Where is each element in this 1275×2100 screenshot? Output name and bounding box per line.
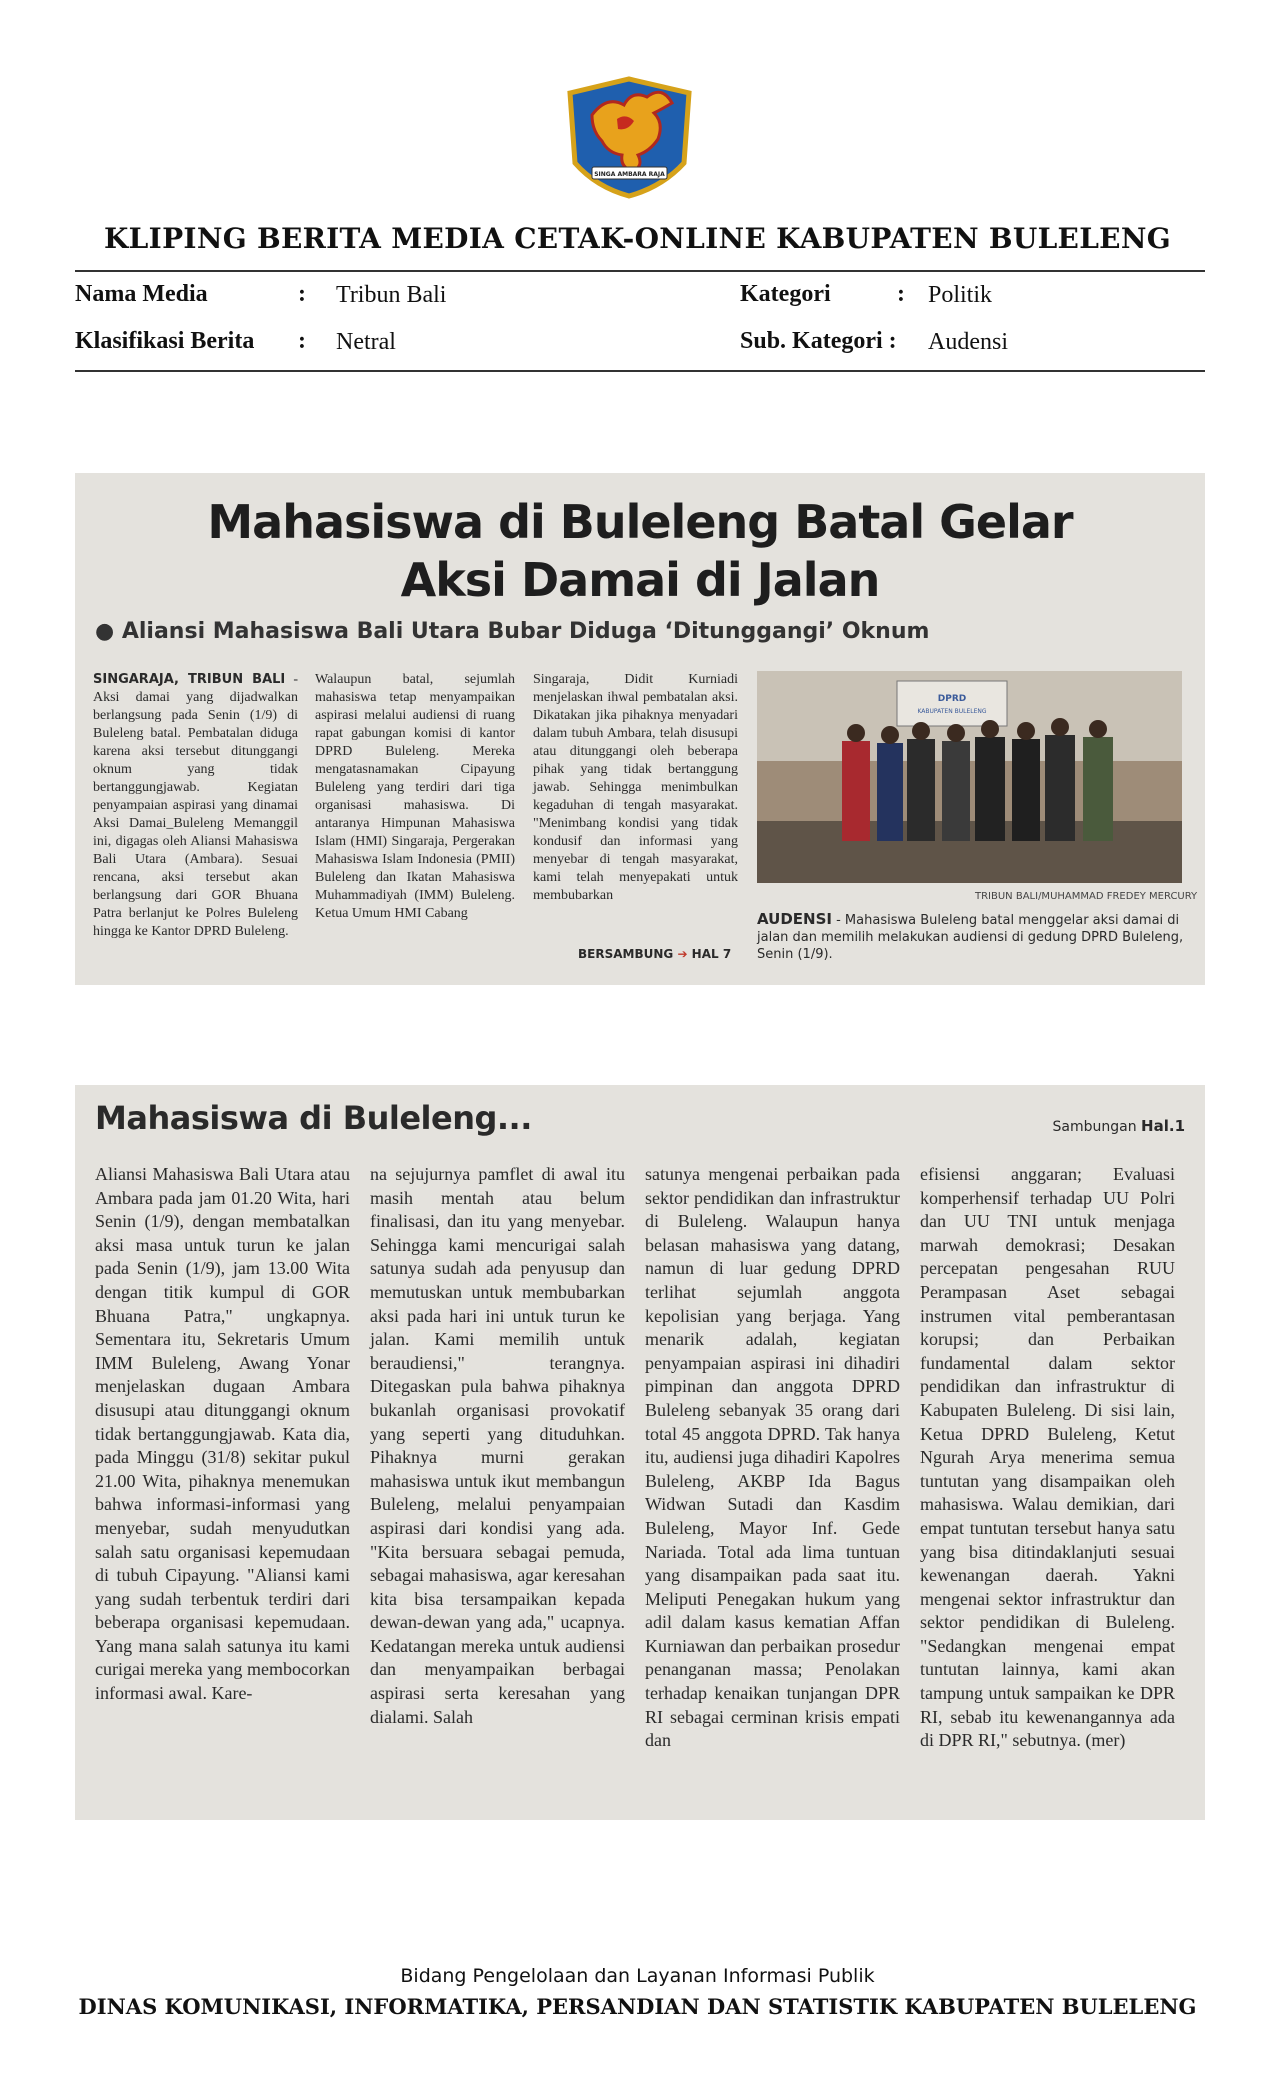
dateline: SINGARAJA, TRIBUN BALI <box>93 672 286 687</box>
media-colon: : <box>298 281 306 307</box>
header-rule-bottom <box>75 370 1205 372</box>
news-clipping-continuation <box>75 1085 1205 1820</box>
continuation-column-4: efisiensi anggaran; Evaluasi komperhensif terhadap UU Polri dan UU TNI untuk menjaga marwah demokrasi; Desakan percepatan pengesahan RUU Perampasan Aset sebagai instrumen vital pemberantasan korupsi; dan Perbaikan fundamental dalam sektor pendidikan dan infrastruktur di Kabupaten Buleleng. Di sisi lain, Ketua DPRD Buleleng, Ketut Ngurah Arya menerima semua tuntutan yang disampaikan oleh mahasiswa. Walau demikian, dari empat tuntutan tersebut hanya satu yang bisa ditindaklanjuti sesuai kewenangan daerah. Yakni mengenai sektor infrastruktur dan sektor pendidikan di Buleleng. "Sedangkan mengenai empat tuntutan lainnya, kami akan tampung untuk sampaikan ke DPR RI, sebab itu kewenangannya ada di DPR RI," sebutnya. (mer) <box>920 1164 1175 1751</box>
media-label: Nama Media <box>75 281 208 307</box>
footer-agency: DINAS KOMUNIKASI, INFORMATIKA, PERSANDIAN DAN STATISTIK KABUPATEN BULELENG <box>78 1994 1197 2019</box>
continued-arrow-icon: ➔ <box>677 947 692 961</box>
kabupaten-buleleng-logo <box>562 75 697 200</box>
sub-kategori-value: Audensi <box>928 329 1008 355</box>
article-column-3: Singaraja, Didit Kurniadi menjelaskan ihwal pembatalan aksi. Dikatakan jika pihaknya menyadari dalam tubuh Ambara, telah disusupi atau ditunggangi oleh beberapa pihak yang tidak bertanggung jawab. Sehingga menimbulkan kegaduhan di tengah masyarakat. "Menimbang kondisi yang tidak kondusif dan informasi yang menyebar di tengah masyarakat, kami telah menyepakati untuk membubarkan <box>533 672 738 903</box>
logo-text: SINGA AMBARA RAJA <box>594 171 665 178</box>
photo-credit: TRIBUN BALI/MUHAMMAD FREDEY MERCURY <box>975 891 1198 902</box>
sub-kategori-label: Sub. Kategori : <box>740 328 897 354</box>
news-photo <box>757 671 1182 883</box>
continuation-reference <box>1053 1117 1185 1135</box>
headline-line-2: Aksi Damai di Jalan <box>400 553 880 607</box>
header-rule-top <box>75 270 1205 272</box>
kategori-value: Politik <box>928 282 993 308</box>
subheadline: ● Aliansi Mahasiswa Bali Utara Bubar Diduga ‘Ditunggangi’ Oknum <box>95 619 930 644</box>
news-clipping-front-page <box>75 473 1205 985</box>
caption-label: AUDENSI <box>757 910 832 928</box>
page-title: KLIPING BERITA MEDIA CETAK-ONLINE KABUPATEN BULELENG <box>104 222 1171 255</box>
media-value: Tribun Bali <box>336 282 447 308</box>
klasifikasi-label: Klasifikasi Berita <box>75 328 255 354</box>
kategori-label: Kategori <box>740 281 831 307</box>
klasifikasi-colon: : <box>298 328 306 354</box>
sambungan-page: Hal.1 <box>1141 1117 1185 1135</box>
photo-sign-2: KABUPATEN BULELENG <box>917 708 987 715</box>
sambungan-label: Sambungan <box>1052 1119 1137 1135</box>
kategori-colon: : <box>897 281 905 307</box>
klasifikasi-value: Netral <box>336 329 396 355</box>
photo-sign-1: DPRD <box>937 694 967 704</box>
continuation-column-3: satunya mengenai perbaikan pada sektor pendidikan dan infrastruktur di Buleleng. Walaupun hanya belasan mahasiswa yang datang, namun di luar gedung DPRD terlihat sejumlah anggota kepolisian yang berjaga. Yang menarik adalah, kegiatan penyampaian aspirasi ini dihadiri pimpinan dan anggota DPRD Buleleng sebanyak 35 orang dari total 45 anggota DPRD. Tak hanya itu, audiensi juga dihadiri Kapolres Buleleng, AKBP Ida Bagus Widwan Sutadi dan Kasdim Buleleng, Mayor Inf. Gede Nariada. Total ada lima tuntuan yang disampaikan pada saat itu. Meliputi Penegakan hukum yang adil dalam kasus kematian Affan Kurniawan dan perbaikan prosedur penanganan massa; Penolakan terhadap kenaikan tunjangan DPR RI sebagai cerminan krisis empati dan <box>645 1164 900 1751</box>
continuation-headline: Mahasiswa di Buleleng... <box>95 1099 532 1137</box>
column-1-text: - Aksi damai yang dijadwalkan berlangsung pada Senin (1/9) di Buleleng batal. Pembatalan diduga karena aksi tersebut ditunggangi oknum yang tidak bertanggungjawab. Kegiatan penyampaian aspirasi yang dinamai Aksi Damai_Buleleng Memanggil ini, digagas oleh Aliansi Mahasiswa Bali Utara (Ambara). Sesuai rencana, aksi tersebut akan berlangsung dari GOR Bhuana Patra berlanjut ke Polres Buleleng hingga ke Kantor DPRD Buleleng. <box>93 672 299 939</box>
continued-marker <box>578 947 731 961</box>
headline-line-1: Mahasiswa di Buleleng Batal Gelar <box>207 495 1073 549</box>
caption-text: - Mahasiswa Buleleng batal menggelar aksi damai di jalan dan memilih melakukan audiensi di gedung DPRD Buleleng, Senin (1/9). <box>757 913 1184 962</box>
photo-caption <box>757 911 1187 963</box>
continuation-column-1: Aliansi Mahasiswa Bali Utara atau Ambara pada jam 01.20 Wita, hari Senin (1/9), dengan membatalkan aksi masa untuk turun ke jalan pada Senin (1/9), jam 13.00 Wita dengan titik kumpul di GOR Bhuana Patra," ungkapnya. Sementara itu, Sekretaris Umum IMM Buleleng, Awang Yonar menjelaskan dugaan Ambara disusupi atau ditunggangi oknum tidak bertanggungjawab. Kata dia, pada Minggu (31/8) sekitar pukul 21.00 Wita, pihaknya menemukan bahwa informasi-informasi yang menyebar, sudah menyudutkan salah satu organisasi kepemudaan di tubuh Cipayung. "Aliansi kami yang sudah terbentuk terdiri dari beberapa organisasi kepemudaan. Yang mana salah satunya itu kami curigai mereka yang membocorkan informasi awal. Kare- <box>95 1164 350 1704</box>
continued-label: BERSAMBUNG <box>578 947 674 961</box>
continuation-column-2: na sejujurnya pamflet di awal itu masih mentah atau belum finalisasi, dan itu yang menyebar. Sehingga kami mencurigai salah satunya sudah ada penyusup dan memutuskan untuk membubarkan aksi pada hari ini untuk turun ke jalan. Kami memilih untuk beraudiensi," terangnya. Ditegaskan pula bahwa pihaknya bukanlah organisasi provokatif yang seperti yang dituduhkan. Pihaknya murni gerakan mahasiswa untuk ikut membangun Buleleng, melalui penyampaian aspirasi dari kondisi yang ada. "Kita bersuara sebagai pemuda, sebagai mahasiswa, agar keresahan kita bisa tersampaikan kepada dewan-dewan yang ada," ucapnya. Kedatangan mereka untuk audiensi dan menyampaikan berbagai aspirasi serta keresahan yang dialami. Salah <box>370 1164 625 1727</box>
footer-department: Bidang Pengelolaan dan Layanan Informasi Publik <box>400 1965 875 1987</box>
continued-page: HAL 7 <box>691 947 732 961</box>
article-column-2: Walaupun batal, sejumlah mahasiswa tetap menyampaikan aspirasi melalui audiensi di ruang rapat gabungan komisi di kantor DPRD Buleleng. Mereka mengatasnamakan Cipayung Buleleng yang terdiri dari tiga organisasi mahasiswa. Di antaranya Himpunan Mahasiswa Islam (HMI) Singaraja, Pergerakan Mahasiswa Islam Indonesia (PMII) Buleleng dan Ikatan Mahasiswa Muhammadiyah (IMM) Buleleng. Ketua Umum HMI Cabang <box>315 672 515 921</box>
article-column-1 <box>93 671 298 941</box>
